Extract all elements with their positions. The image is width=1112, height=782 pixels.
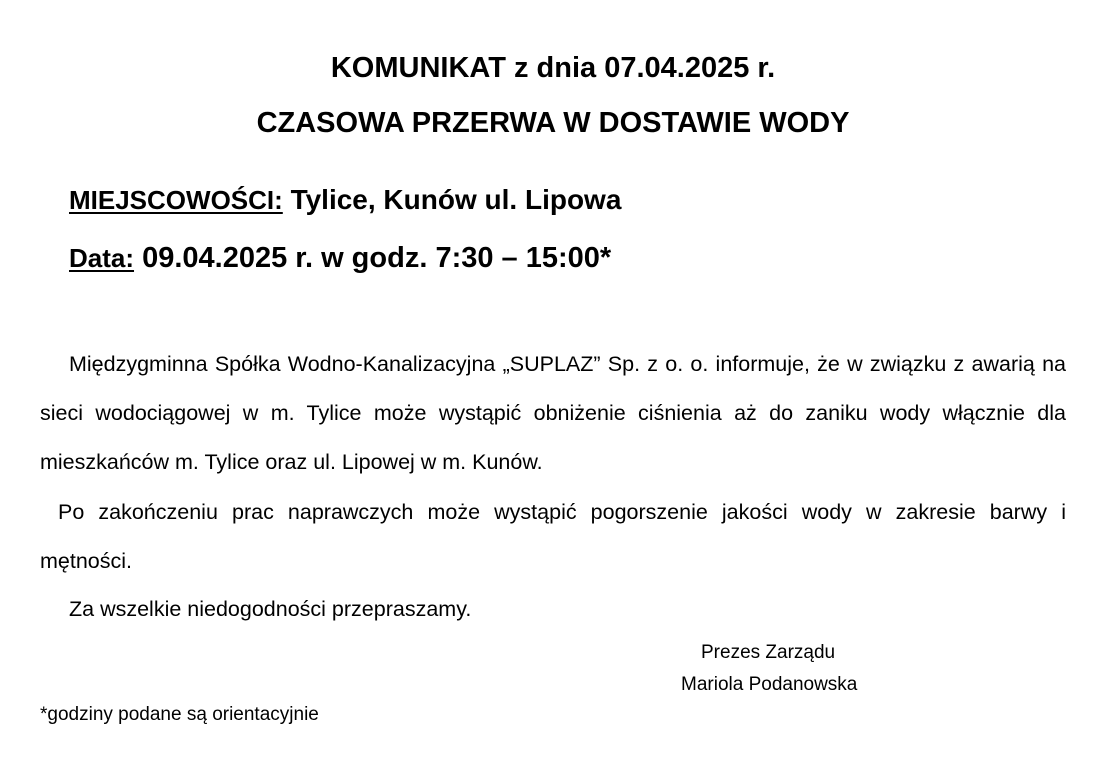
body-paragraph-water-quality: Po zakończeniu prac naprawczych może wystąpić pogorszenie jakości wody w zakresie barwy i mętności. [40,499,1066,573]
date-line [69,238,611,278]
locations-value: Tylice, Kunów ul. Lipowa [282,184,622,215]
signature-title: Prezes Zarządu [701,642,836,663]
locations-line [69,182,621,218]
notice-title: KOMUNIKAT z dnia 07.04.2025 r. [330,52,776,84]
locations-label: MIEJSCOWOŚCI: [69,185,283,215]
date-label: Data: [69,243,135,273]
body-paragraph-apology: Za wszelkie niedogodności przepraszamy. [69,596,472,621]
signature-name: Mariola Podanowska [681,674,858,695]
body-paragraph-announcement: Międzygminna Spółka Wodno-Kanalizacyjna „SUPLAZ” Sp. z o. o. informuje, że w związku z awarią na sieci wodociągowej w m. Tylice może wystąpić obniżenie ciśnienia aż do zaniku wody włącznie dla mieszkańców m. Tylice oraz ul. Lipowej w m. Kunów. [40,351,1066,474]
notice-subtitle: CZASOWA PRZERWA W DOSTAWIE WODY [256,107,850,139]
date-value: 09.04.2025 r. w godz. 7:30 – 15:00* [134,242,612,274]
footnote: *godziny podane są orientacyjnie [40,704,319,725]
